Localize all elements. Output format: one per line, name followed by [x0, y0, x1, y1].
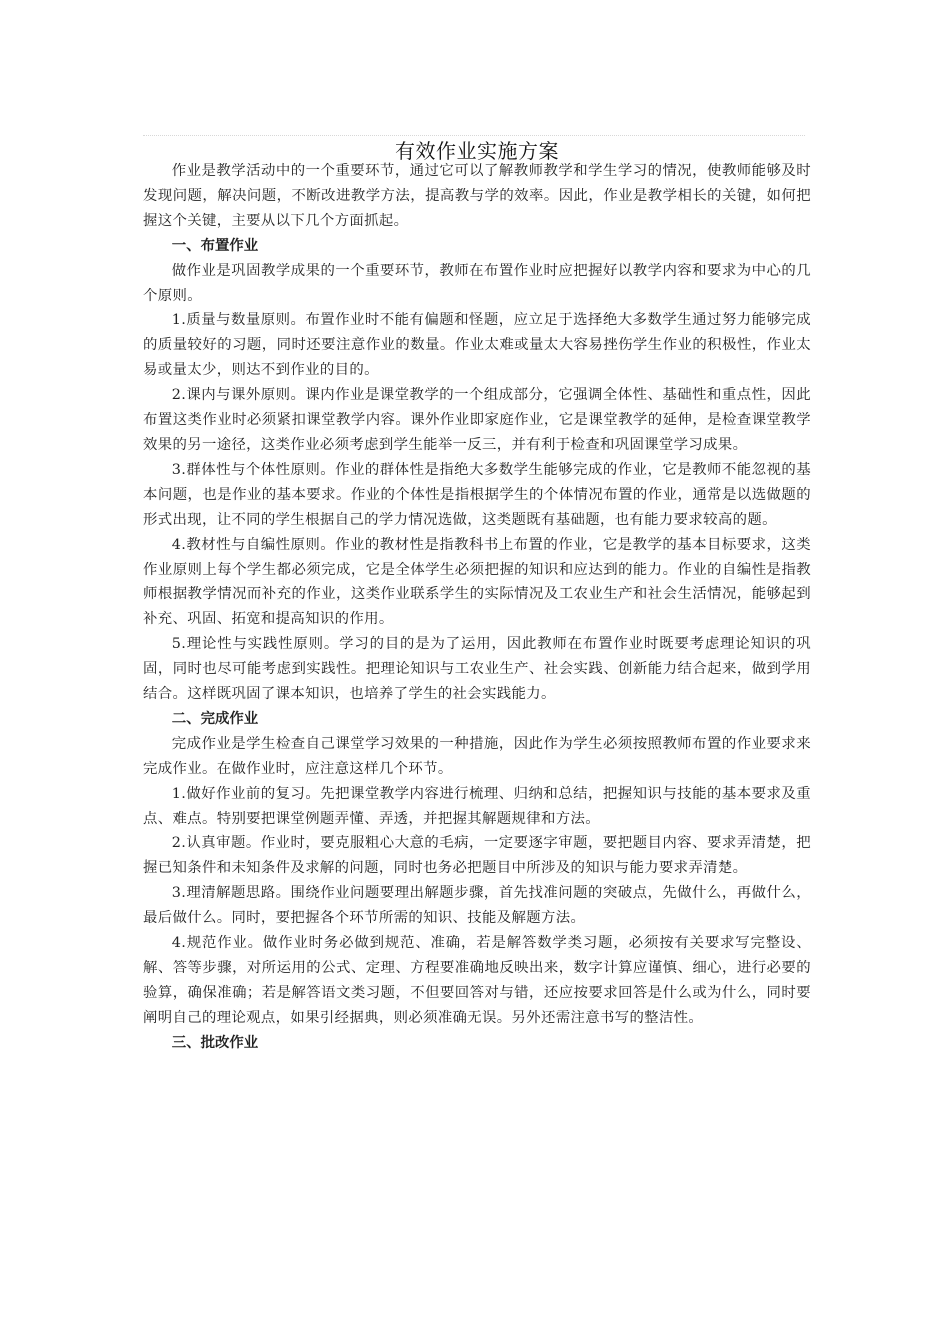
section-paragraph: 2.课内与课外原则。课内作业是课堂教学的一个组成部分，它强调全体性、基础性和重点性，因此布置这类作业时必须紧扣课堂教学内容。课外作业即家庭作业，它是课堂教学的延伸，是检查课堂教学效果的另一途径，这类作业必须考虑到学生能举一反三，并有利于检查和巩固课堂学习成果。 — [143, 387, 811, 453]
section-heading: 二、完成作业 — [171, 710, 259, 727]
section-paragraph: 做作业是巩固教学成果的一个重要环节，教师在布置作业时应把握好以教学内容和要求为中心的几个原则。 — [143, 262, 811, 304]
section-paragraph: 3.群体性与个体性原则。作业的群体性是指绝大多数学生能够完成的作业，它是教师不能忽视的基本问题，也是作业的基本要求。作业的个体性是指根据学生的个体情况布置的作业，通常是以选做题的形式出现，让不同的学生根据自己的学力情况选做，这类题既有基础题，也有能力要求较高的题。 — [143, 461, 811, 528]
section-paragraph: 5.理论性与实践性原则。学习的目的是为了运用，因此教师在布置作业时既要考虑理论知识的巩固，同时也尽可能考虑到实践性。把理论知识与工农业生产、社会实践、创新能力结合起来，做到学用结合。这样既巩固了课本知识，也培养了学生的社会实践能力。 — [143, 636, 811, 703]
section-paragraph: 4.教材性与自编性原则。作业的教材性是指教科书上布置的作业，它是教学的基本目标要求，这类作业原则上每个学生都必须完成，它是全体学生必须把握的知识和应达到的能力。作业的自编性是指教师根据教学情况而补充的作业，这类作业联系学生的实际情况及工农业生产和社会生活情况，能够起到补充、巩固、拓宽和提高知识的作用。 — [143, 536, 811, 628]
header-divider — [143, 135, 805, 136]
section-paragraph: 完成作业是学生检查自己课堂学习效果的一种措施，因此作为学生必须按照教师布置的作业要求来完成作业。在做作业时，应注意这样几个环节。 — [143, 735, 811, 777]
section-paragraph: 3.理清解题思路。围绕作业问题要理出解题步骤，首先找准问题的突破点，先做什么，再做什么，最后做什么。同时，要把握各个环节所需的知识、技能及解题方法。 — [143, 885, 811, 927]
section-paragraph: 4.规范作业。做作业时务必做到规范、准确，若是解答数学类习题，必须按有关要求写完整设、解、答等步骤，对所运用的公式、定理、方程要准确地反映出来，数字计算应谨慎、细心，进行必要的验算，确保准确；若是解答语文类习题，不但要回答对与错，还应按要求回答是什么或为什么，同时要阐明自己的理论观点，如果引经据典，则必须准确无误。另外还需注意书写的整洁性。 — [143, 935, 811, 1026]
section-heading: 一、布置作业 — [171, 237, 259, 254]
section-paragraph: 1.做好作业前的复习。先把课堂教学内容进行梳理、归纳和总结，把握知识与技能的基本要求及重点、难点。特别要把课堂例题弄懂、弄透，并把握其解题规律和方法。 — [143, 785, 811, 827]
section-paragraph: 2.认真审题。作业时，要克服粗心大意的毛病，一定要逐字审题，要把题目内容、要求弄清楚，把握已知条件和未知条件及求解的问题，同时也务必把题目中所涉及的知识与能力要求弄清楚。 — [143, 835, 811, 877]
section-assign-homework — [143, 234, 811, 707]
section-paragraph: 1.质量与数量原则。布置作业时不能有偏题和怪题，应立足于选择绝大多数学生通过努力能够完成的质量较好的习题，同时还要注意作业的数量。作业太难或量太大容易挫伤学生作业的积极性，作业太易或量太少，则达不到作业的目的。 — [143, 312, 811, 379]
section-grade-homework — [143, 1031, 811, 1056]
document-title: 有效作业实施方案 — [395, 139, 559, 163]
section-complete-homework — [143, 707, 811, 1031]
document-body — [143, 159, 811, 1056]
intro-paragraph: 作业是教学活动中的一个重要环节，通过它可以了解教师教学和学生学习的情况，使教师能够及时发现问题，解决问题，不断改进教学方法，提高教与学的效率。因此，作业是教学相长的关键，如何把握这个关键，主要从以下几个方面抓起。 — [143, 163, 811, 229]
section-heading: 三、批改作业 — [171, 1034, 259, 1051]
